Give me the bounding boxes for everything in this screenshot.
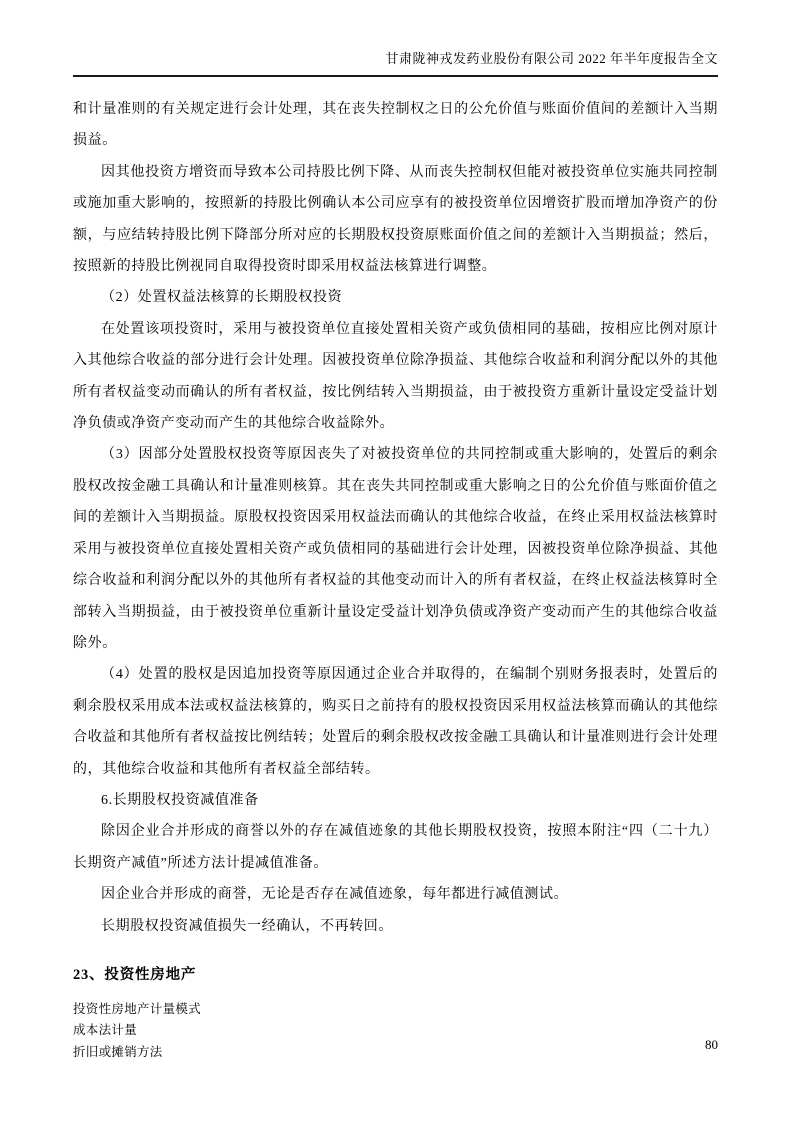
meta-line: 成本法计量 [73,1023,138,1038]
report-title: 甘肃陇神戎发药业股份有限公司 2022 年半年度报告全文 [385,51,718,66]
body-paragraph: 长期股权投资减值损失一经确认，不再转回。 [101,918,393,934]
running-header [73,50,718,77]
document-body [73,94,718,1063]
body-paragraph: 和计量准则的有关规定进行会计处理，其在丧失控制权之日的公允价值与账面价值间的差额计入当期损益。 [73,102,718,149]
body-paragraph: 在处置该项投资时，采用与被投资单位直接处置相关资产或负债相同的基础，按相应比例对原计入其他综合收益的部分进行会计处理。因被投资单位除净损益、其他综合收益和利润分配以外的其他所有者权益变动而确认的所有者权益，按比例结转入当期损益，由于被投资方重新计量设定受益计划净负债或净资产变动而产生的其他综合收益除外。 [73,321,718,432]
list-item-heading: 6.长期股权投资减值准备 [101,792,259,808]
section-meta [73,999,718,1064]
body-paragraph: 因其他投资方增资而导致本公司持股比例下降、从而丧失控制权但能对被投资单位实施共同控制或施加重大影响的，按照新的持股比例确认本公司应享有的被投资单位因增资扩股而增加净资产的份额，与应结转持股比例下降部分所对应的长期股权投资原账面价值之间的差额计入当期损益；然后，按照新的持股比例视同自取得投资时即采用权益法核算进行调整。 [73,164,718,275]
meta-line: 折旧或摊销方法 [73,1044,163,1059]
body-paragraph: 除因企业合并形成的商誉以外的存在减值迹象的其他长期股权投资，按照本附注“四（二十九）长期资产减值”所述方法计提减值准备。 [73,824,718,871]
page-number: 80 [705,1037,718,1052]
meta-line: 投资性房地产计量模式 [73,1001,202,1016]
body-paragraph: （4）处置的股权是因追加投资等原因通过企业合并取得的，在编制个别财务报表时，处置后的剩余股权采用成本法或权益法核算的，购买日之前持有的股权投资因采用权益法核算而确认的其他综合收益和其他所有者权益按比例结转；处置后的剩余股权改按金融工具确认和计量准则进行会计处理的，其他综合收益和其他所有者权益全部结转。 [73,667,718,777]
body-paragraph: （3）因部分处置股权投资等原因丧失了对被投资单位的共同控制或重大影响的，处置后的剩余股权改按金融工具确认和计量准则核算。其在丧失共同控制或重大影响之日的公允价值与账面价值之间的差额计入当期损益。原股权投资因采用权益法而确认的其他综合收益，在终止采用权益法核算时采用与被投资单位直接处置相关资产或负债相同的基础进行会计处理，因被投资单位除净损益、其他综合收益和利润分配以外的其他所有者权益的其他变动而计入的所有者权益，在终止权益法核算时全部转入当期损益，由于被投资单位重新计量设定受益计划净负债或净资产变动而产生的其他综合收益除外。 [73,447,718,651]
section-heading: 23、投资性房地产 [73,966,197,983]
body-paragraph: 因企业合并形成的商誉，无论是否存在减值迹象，每年都进行减值测试。 [101,887,569,903]
list-item-heading: （2）处置权益法核算的长期股权投资 [101,290,343,306]
